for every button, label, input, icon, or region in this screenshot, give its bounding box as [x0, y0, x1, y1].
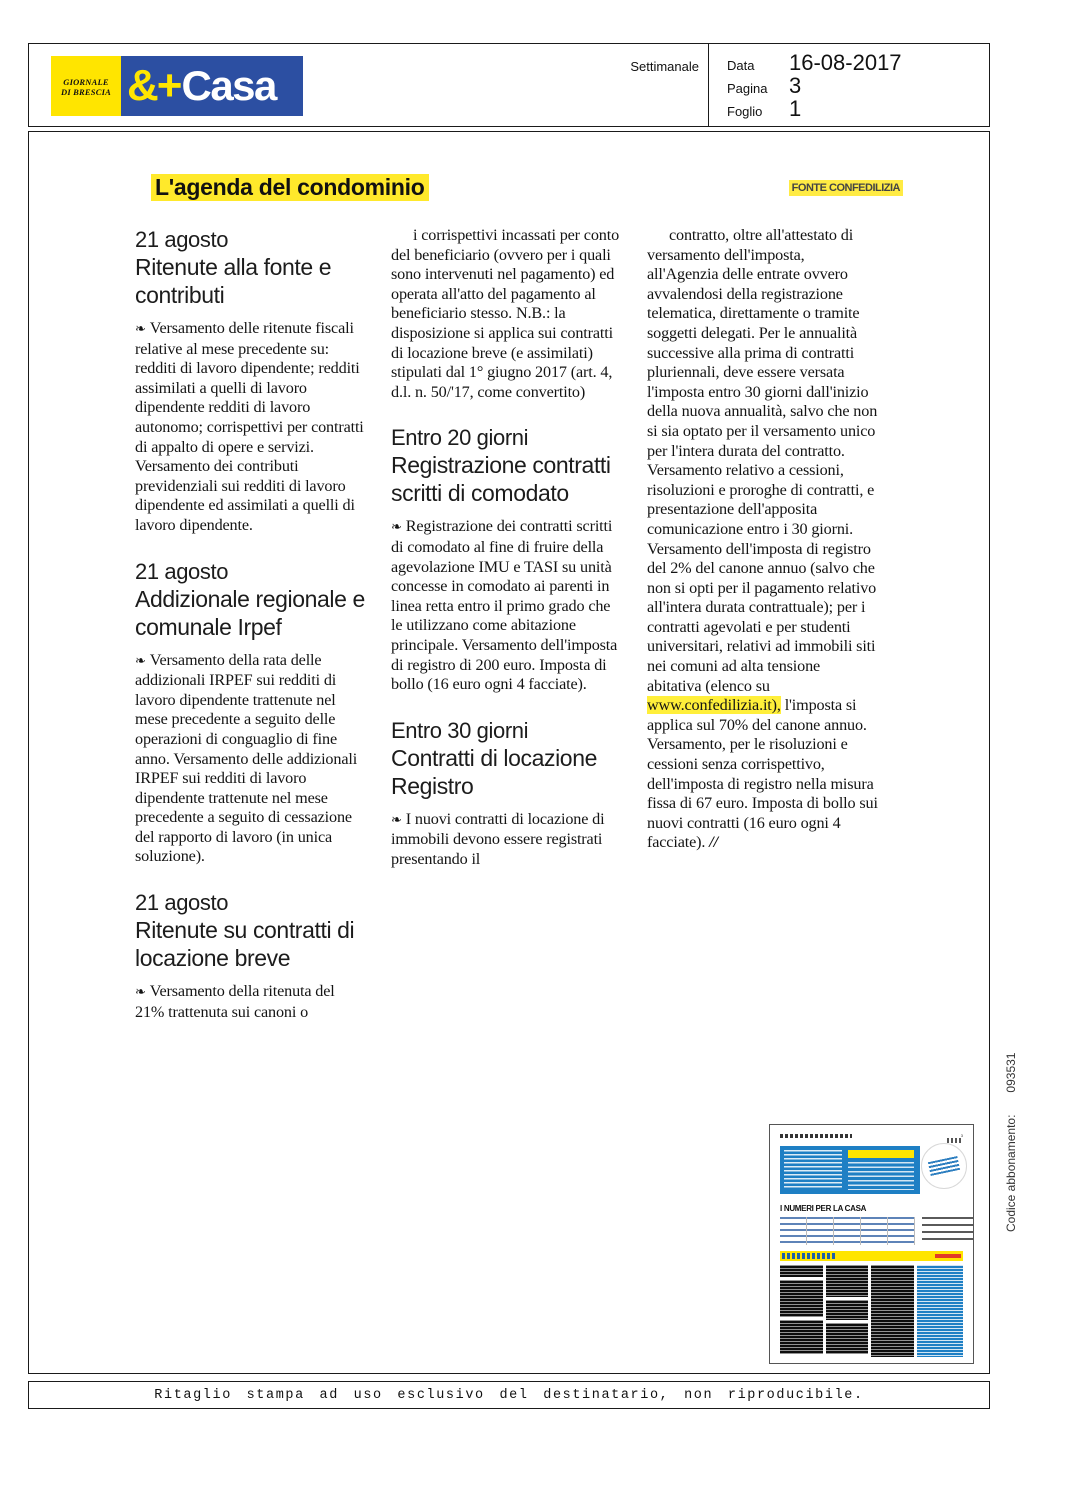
subscription-label: Codice abbonamento:	[1004, 1114, 1018, 1232]
page-title: L'agenda del condominio	[151, 174, 429, 201]
publication-logo	[51, 56, 303, 116]
masthead	[28, 43, 990, 127]
logo-line-1: GIORNALE	[63, 77, 109, 87]
thumbnail-page-number: 3	[960, 1133, 963, 1138]
thumbnail-stats-table	[780, 1217, 915, 1245]
block-kicker: Entro 30 giorni	[391, 717, 529, 743]
article-column-3	[647, 226, 878, 853]
metadata-value-pagina: 3	[789, 73, 802, 98]
thumbnail-section-label: I NUMERI PER LA CASA	[780, 1204, 867, 1213]
thumbnail-topbar	[780, 1133, 963, 1142]
metadata-row-foglio	[727, 97, 989, 120]
logo-casa-block	[121, 56, 303, 116]
block-body-text: Versamento della ritenuta del 21% trattenuta sui canoni o	[135, 982, 335, 1021]
article-block	[391, 424, 622, 694]
metadata-value-foglio: 1	[789, 96, 802, 121]
column3-part2: l'imposta si applica sul 70% del canone annuo. Versamento, per le risoluzioni e cessioni senza corrispettivo, dell'imposta di registro nella misura fissa di 67 euro. Imposta di bollo sui nuovi contratti (16 euro ogni 4 facciate).	[647, 696, 878, 852]
article-block	[135, 558, 366, 868]
thumbnail-text-block	[826, 1300, 869, 1320]
continuation-text: i corrispettivi incassati per conto del beneficiario (ovvero per i quali sono intervenuti nel pagamento) ed operata all'atto del pagamento al beneficiario stesso. N.B.: la disposizione si applica sui contratti di locazione breve (e assimilati) stipulati dal 1° giugno 2017 (art. 4, d.l. n. 50/'17, come convertito)	[391, 226, 620, 401]
block-body-text: Versamento delle ritenute fiscali relative al mese precedente su: redditi di lavoro dipendente; redditi assimilati a quelli di lavoro dipendente redditi di lavoro autonomo; corrispettivi per contratti di appalto di opere e servizi. Versamento dei contributi previdenziali sui redditi di lavoro dipendente ed assimilati a quelli di lavoro dipendente.	[135, 319, 364, 534]
thumbnail-inner	[774, 1129, 969, 1359]
block-kicker: 21 agosto	[135, 890, 229, 916]
source-badge: FONTE CONFEDILIZIA	[789, 180, 903, 196]
thumbnail-text-lines-2	[848, 1162, 914, 1190]
page-thumbnail	[769, 1124, 974, 1364]
metadata-row-pagina	[727, 74, 989, 97]
thumbnail-text-block	[780, 1280, 823, 1317]
thumbnail-text-block	[826, 1265, 869, 1297]
block-body	[391, 810, 622, 870]
thumbnail-article-grid	[780, 1265, 963, 1357]
article-block	[135, 226, 366, 536]
block-headline: Contratti di locazione Registro	[391, 744, 597, 799]
metadata-label-data: Data	[727, 58, 755, 73]
block-headline: Ritenute alla fonte e contributi	[135, 254, 332, 308]
bullet-icon: ❧	[391, 812, 402, 828]
block-headline: Registrazione contratti scritti di comodato	[391, 452, 611, 507]
article-block	[391, 717, 622, 870]
thumbnail-logo-mark	[947, 1138, 963, 1143]
thumbnail-grid-column	[871, 1265, 914, 1357]
block-body	[135, 651, 366, 868]
thumbnail-dateline	[780, 1134, 852, 1138]
article-block	[135, 889, 366, 1022]
bullet-icon: ❧	[135, 653, 146, 669]
metadata-value-data: 16-08-2017	[789, 50, 902, 75]
column3-part1: contratto, oltre all'attestato di versamento dell'imposta, all'Agenzia delle entrate ovvero avvalendosi della registrazione telematica, direttamente o tramite soggetti delegati. Per le annualità successive alla prima di contratti pluriennali, deve essere versata l'imposta entro 30 giorni dall'inizio della nuova annualità, salvo che non si sia optato per il versamento unico per l'intera durata del contratto. Versamento relativo a cessioni, risoluzioni e proroghe di contratti, e presentazione dell'apposita comunicazione entro i 30 giorni. Versamento dell'imposta di registro del 2% del canone annuo (salvo che non si opti per il pagamento relativo all'intera durata contrattuale); per i contratti agevolati e per studenti universitari, relativi ad immobili siti nei comuni ad alta tensione abitativa (elenco su	[647, 226, 878, 695]
thumbnail-text-lines	[784, 1150, 842, 1190]
block-kicker: 21 agosto	[135, 558, 229, 584]
thumbnail-text-block	[780, 1265, 823, 1277]
block-body-text: I nuovi contratti di locazione di immobili devono essere registrati presentando il	[391, 809, 605, 868]
metadata-row-data	[727, 51, 989, 74]
block-body	[135, 982, 366, 1022]
thumbnail-grid-column	[780, 1265, 823, 1357]
publication-metadata	[708, 44, 989, 126]
thumbnail-yellow-headline-bar	[780, 1251, 963, 1261]
metadata-label-pagina: Pagina	[727, 81, 768, 96]
block-kicker: Entro 20 giorni	[391, 425, 529, 451]
thumbnail-seal-badge	[921, 1143, 967, 1189]
block-body	[391, 517, 622, 694]
logo-ampersand: &+	[127, 61, 181, 110]
article-column-2	[391, 226, 622, 869]
logo-brand-name: Casa	[181, 62, 276, 109]
article-header	[151, 174, 911, 202]
end-mark: //	[709, 833, 718, 852]
article-continuation	[391, 226, 622, 402]
block-body	[135, 319, 366, 536]
thumbnail-yellow-tag	[848, 1150, 914, 1158]
thumbnail-blue-sidebar	[917, 1265, 963, 1357]
column3-body	[647, 226, 878, 853]
article-column-1	[135, 226, 366, 1022]
footer-bar	[28, 1381, 990, 1409]
thumbnail-text-block	[780, 1320, 823, 1354]
block-headline: Addizionale regionale e comunale Irpef	[135, 585, 365, 640]
bullet-icon: ❧	[135, 322, 146, 337]
thumbnail-blue-panel	[780, 1146, 920, 1194]
bullet-icon: ❧	[391, 520, 402, 536]
block-body-text: Versamento della rata delle addizionali IRPEF sui redditi di lavoro dipendente trattenute nel mese precedente a seguito delle operazioni di conguaglio di fine anno. Versamento delle addizionali IRPEF sui redditi di lavoro dipendente trattenute nel mese precedente a seguito di cessazione del rapporto di lavoro (in unica soluzione).	[135, 650, 358, 866]
logo-giornale-di-brescia	[51, 56, 121, 116]
article-content-box	[28, 131, 990, 1374]
block-body-text: Registrazione dei contratti scritti di comodato al fine di fruire della agevolazione IMU e TASI su unità concesse in comodato ai parenti in linea retta entro il primo grado che le utilizzano come abitazione principale. Versamento dell'imposta di registro di 200 euro. Imposta di bollo (16 euro ogni 4 facciate).	[391, 517, 618, 694]
periodicity-label: Settimanale	[630, 59, 699, 74]
subscription-code-vertical	[1004, 1053, 1018, 1232]
footer-notice: Ritaglio stampa ad uso esclusivo del destinatario, non riproducibile.	[154, 1387, 864, 1403]
block-headline: Ritenute su contratti di locazione breve	[135, 917, 355, 972]
logo-line-2: DI BRESCIA	[61, 87, 111, 97]
thumbnail-grid-column	[826, 1265, 869, 1357]
metadata-label-foglio: Foglio	[727, 104, 763, 119]
confedilizia-link[interactable]: www.confedilizia.it),	[647, 696, 781, 715]
block-kicker: 21 agosto	[135, 227, 229, 252]
thumbnail-text-block	[826, 1323, 869, 1354]
thumbnail-stats-notes	[922, 1217, 974, 1245]
thumbnail-text-block	[871, 1265, 914, 1357]
subscription-code: 093531	[1004, 1052, 1018, 1093]
bullet-icon: ❧	[135, 985, 146, 1001]
